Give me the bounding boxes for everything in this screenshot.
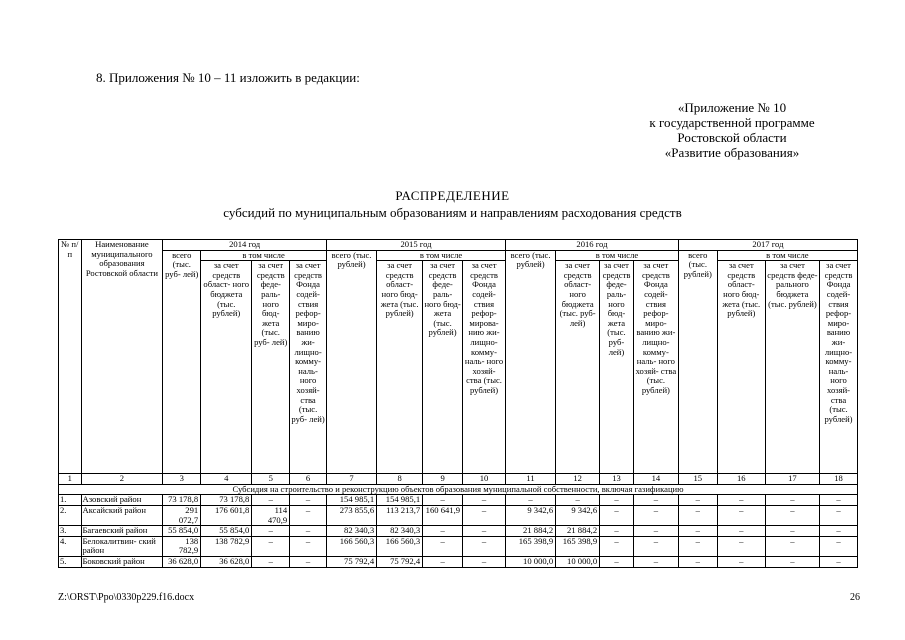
amount-cell: – <box>678 526 717 537</box>
page-number: 26 <box>850 592 860 603</box>
section-title: Субсидия на строительство и реконструкцию объектов образования муниципальной собственности, включая газификацию <box>59 484 858 495</box>
amount-cell: – <box>820 505 858 525</box>
amount-cell: – <box>463 505 506 525</box>
amount-cell: – <box>678 505 717 525</box>
amount-cell: 75 792,4 <box>326 556 376 567</box>
amount-cell: – <box>820 556 858 567</box>
amount-cell: – <box>633 556 678 567</box>
municipality-name: Багаевский район <box>81 526 163 537</box>
amount-cell: 160 641,9 <box>423 505 463 525</box>
amount-cell: – <box>423 526 463 537</box>
table-row <box>59 495 858 506</box>
amount-cell: 82 340,3 <box>326 526 376 537</box>
amount-cell: – <box>765 556 819 567</box>
amount-cell: – <box>633 526 678 537</box>
amount-cell: – <box>506 495 556 506</box>
amount-cell: 165 398,9 <box>506 536 556 556</box>
amount-cell: 166 560,3 <box>326 536 376 556</box>
amount-cell: – <box>463 526 506 537</box>
amount-cell: 9 342,6 <box>556 505 600 525</box>
header-federal-budget: за счет средств феде- раль- ного бюд- жета (тыс. рублей) <box>423 261 463 474</box>
amount-cell: – <box>633 536 678 556</box>
annex-block <box>620 100 844 160</box>
municipality-name: Белокалитвин- ский район <box>81 536 163 556</box>
table-row <box>59 536 858 556</box>
header-year: 2017 год <box>678 240 857 251</box>
amount-cell: – <box>600 495 634 506</box>
intro-text: 8. Приложения № 10 – 11 изложить в редакции: <box>96 70 360 85</box>
amount-cell: – <box>290 495 327 506</box>
row-number: 2. <box>59 505 82 525</box>
column-number: 8 <box>377 474 423 485</box>
table-row <box>59 526 858 537</box>
column-numbers-row <box>59 474 858 485</box>
column-number: 11 <box>506 474 556 485</box>
amount-cell: 36 628,0 <box>201 556 252 567</box>
amount-cell: 10 000,0 <box>506 556 556 567</box>
header-name: Наименование муниципального образования Ростовской области <box>81 240 163 474</box>
table-body <box>59 495 858 567</box>
amount-cell: – <box>820 495 858 506</box>
amount-cell: 154 985,1 <box>326 495 376 506</box>
municipality-name: Боковский район <box>81 556 163 567</box>
header-regional-budget: за счет средств област- ного бюд- жета (тыс. рублей) <box>717 261 765 474</box>
amount-cell: – <box>678 536 717 556</box>
header-housing-fund: за счет средств Фонда содей- ствия рефор- миро- ванию жи- лищно- комму- наль- ного хозяй- ства (тыс. руб- лей) <box>290 261 327 474</box>
amount-cell: 73 178,8 <box>163 495 201 506</box>
municipality-name: Аксайский район <box>81 505 163 525</box>
amount-cell: 10 000,0 <box>556 556 600 567</box>
amount-cell: 21 884,2 <box>556 526 600 537</box>
header-including: в том числе <box>377 250 506 261</box>
amount-cell: 165 398,9 <box>556 536 600 556</box>
header-housing-fund: за счет средств Фонда содей- ствия рефор- миро- ванию жи- лищно- комму- наль- ного хозяй- ства (тыс. рублей) <box>633 261 678 474</box>
amount-cell: – <box>820 526 858 537</box>
amount-cell: 273 855,6 <box>326 505 376 525</box>
header-year: 2016 год <box>506 240 679 251</box>
column-number: 9 <box>423 474 463 485</box>
annex-line: к государственной программе <box>649 115 815 130</box>
amount-cell: – <box>252 536 290 556</box>
title-heading: РАСПРЕДЕЛЕНИЕ <box>395 188 510 203</box>
amount-cell: – <box>600 556 634 567</box>
amount-cell: 9 342,6 <box>506 505 556 525</box>
amount-cell: – <box>463 495 506 506</box>
header-total: всего (тыс. рублей) <box>678 250 717 474</box>
amount-cell: – <box>717 536 765 556</box>
amount-cell: 114 470,9 <box>252 505 290 525</box>
column-number: 2 <box>81 474 163 485</box>
column-number: 15 <box>678 474 717 485</box>
column-number: 4 <box>201 474 252 485</box>
amount-cell: – <box>678 556 717 567</box>
header-housing-fund: за счет средств Фонда содей- ствия рефор- мирова- нию жи- лищно- комму- наль- ного хозяй- ства (тыс. рублей) <box>463 261 506 474</box>
header-including: в том числе <box>556 250 679 261</box>
header-num: № п/п <box>59 240 82 474</box>
amount-cell: – <box>820 536 858 556</box>
document-title <box>0 187 905 221</box>
amount-cell: – <box>423 556 463 567</box>
amount-cell: – <box>252 495 290 506</box>
amount-cell: – <box>290 526 327 537</box>
amount-cell: 166 560,3 <box>377 536 423 556</box>
column-number: 16 <box>717 474 765 485</box>
column-number: 17 <box>765 474 819 485</box>
amount-cell: – <box>423 495 463 506</box>
amount-cell: – <box>717 556 765 567</box>
amount-cell: – <box>600 505 634 525</box>
annex-line: «Приложение № 10 <box>677 100 787 115</box>
amount-cell: – <box>765 536 819 556</box>
amount-cell: 55 854,0 <box>163 526 201 537</box>
header-federal-budget: за счет средств феде- раль- ного бюд- жета (тыс. руб- лей) <box>600 261 634 474</box>
table-row <box>59 556 858 567</box>
amount-cell: – <box>678 495 717 506</box>
distribution-table <box>58 239 858 568</box>
header-housing-fund: за счет средств Фонда содей- ствия рефор- миро- ванию жи- лищно- комму- наль- ного хозяй- ства (тыс. рублей) <box>820 261 858 474</box>
amount-cell: – <box>600 536 634 556</box>
amount-cell: 138 782,9 <box>163 536 201 556</box>
amount-cell: – <box>717 495 765 506</box>
amount-cell: 113 213,7 <box>377 505 423 525</box>
table-row <box>59 505 858 525</box>
amount-cell: – <box>633 495 678 506</box>
amount-cell: 36 628,0 <box>163 556 201 567</box>
amount-cell: 154 985,1 <box>377 495 423 506</box>
amount-cell: – <box>252 556 290 567</box>
header-regional-budget: за счет средств област- ного бюджета (тыс. руб- лей) <box>556 261 600 474</box>
amount-cell: 75 792,4 <box>377 556 423 567</box>
amount-cell: – <box>556 495 600 506</box>
header-row-incl <box>59 250 858 261</box>
amount-cell: – <box>600 526 634 537</box>
amount-cell: 176 601,8 <box>201 505 252 525</box>
amount-cell: – <box>633 505 678 525</box>
amount-cell: – <box>717 526 765 537</box>
amount-cell: 21 884,2 <box>506 526 556 537</box>
column-number: 6 <box>290 474 327 485</box>
footer-file-path: Z:\ORST\Ppo\0330p229.f16.docx <box>58 592 195 603</box>
amount-cell: 73 178,8 <box>201 495 252 506</box>
row-number: 4. <box>59 536 82 556</box>
amount-cell: – <box>765 495 819 506</box>
header-year: 2015 год <box>326 240 505 251</box>
header-total: всего (тыс. рублей) <box>506 250 556 474</box>
column-number: 13 <box>600 474 634 485</box>
header-federal-budget: за счет средств феде- раль- ного бюд- жета (тыс. руб- лей) <box>252 261 290 474</box>
row-number: 3. <box>59 526 82 537</box>
header-regional-budget: за счет средств област- ного бюд- жета (тыс. рублей) <box>377 261 423 474</box>
column-number: 18 <box>820 474 858 485</box>
row-number: 1. <box>59 495 82 506</box>
header-total: всего (тыс. рублей) <box>326 250 376 474</box>
amount-cell: – <box>423 536 463 556</box>
title-subtitle: субсидий по муниципальным образованиям и направлениям расходования средств <box>223 205 682 220</box>
amount-cell: – <box>290 536 327 556</box>
header-including: в том числе <box>717 250 857 261</box>
column-number: 12 <box>556 474 600 485</box>
amount-cell: – <box>765 505 819 525</box>
section-row <box>59 484 858 495</box>
row-number: 5. <box>59 556 82 567</box>
amount-cell: – <box>463 536 506 556</box>
header-row-years <box>59 240 858 251</box>
amount-cell: – <box>290 556 327 567</box>
annex-line: «Развитие образования» <box>664 145 800 160</box>
amount-cell: – <box>765 526 819 537</box>
header-including: в том числе <box>201 250 327 261</box>
column-number: 5 <box>252 474 290 485</box>
annex-line: Ростовской области <box>677 130 787 145</box>
column-number: 10 <box>463 474 506 485</box>
amount-cell: 55 854,0 <box>201 526 252 537</box>
column-number: 3 <box>163 474 201 485</box>
amount-cell: – <box>290 505 327 525</box>
amount-cell: 138 782,9 <box>201 536 252 556</box>
amount-cell: – <box>252 526 290 537</box>
header-year: 2014 год <box>163 240 327 251</box>
header-total: всего (тыс. руб- лей) <box>163 250 201 474</box>
column-number: 7 <box>326 474 376 485</box>
municipality-name: Азовский район <box>81 495 163 506</box>
amount-cell: – <box>463 556 506 567</box>
amount-cell: 291 072,7 <box>163 505 201 525</box>
amount-cell: – <box>717 505 765 525</box>
amount-cell: 82 340,3 <box>377 526 423 537</box>
column-number: 14 <box>633 474 678 485</box>
column-number: 1 <box>59 474 82 485</box>
header-federal-budget: за счет средств феде- рального бюджета (тыс. рублей) <box>765 261 819 474</box>
header-regional-budget: за счет средств област- ного бюджета (тыс. рублей) <box>201 261 252 474</box>
